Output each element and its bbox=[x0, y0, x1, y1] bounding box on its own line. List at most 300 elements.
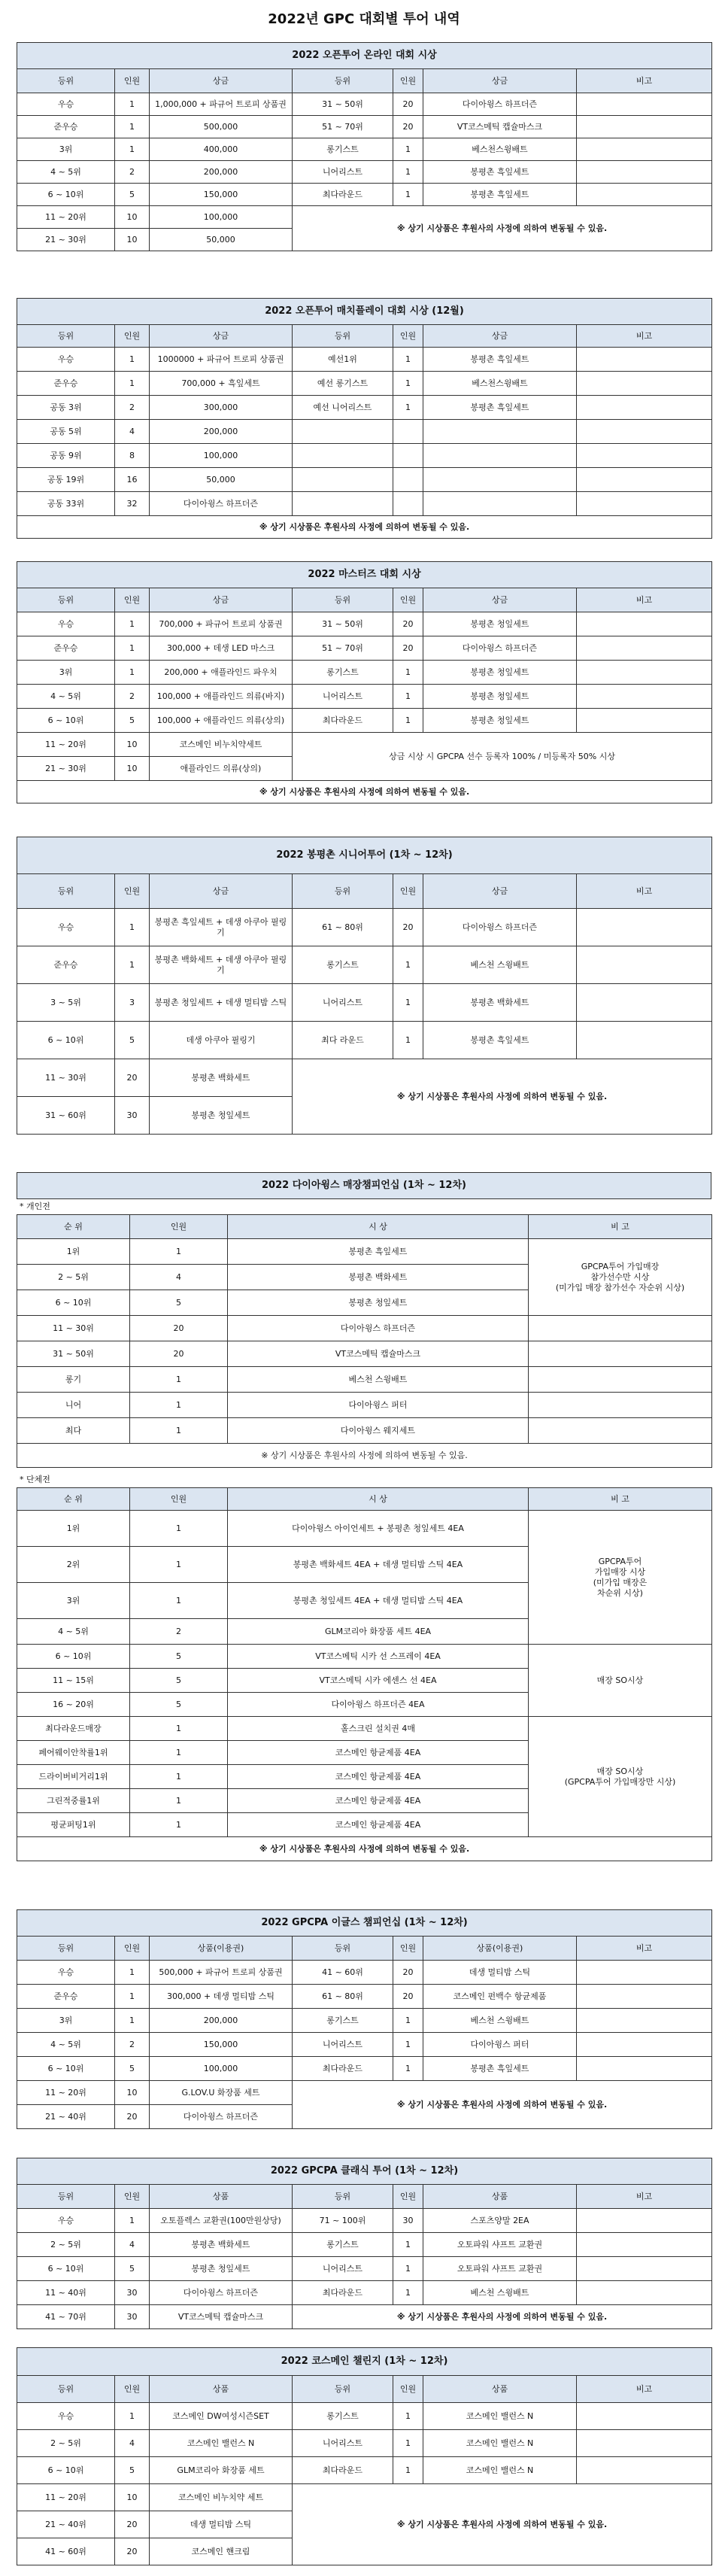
cell: 봉평촌 흑잎세트 bbox=[423, 396, 577, 420]
header-rank: 등위 bbox=[293, 2185, 393, 2209]
cell: 300,000 bbox=[150, 396, 293, 420]
cell: 다이아윙스 하프더즌 bbox=[423, 93, 577, 116]
cell: 봉평촌 백화세트 bbox=[150, 2233, 293, 2257]
cell: 20 bbox=[393, 1961, 423, 1985]
cell: 니어리스트 bbox=[293, 161, 393, 184]
cell: 봉평촌 백화세트 bbox=[150, 1059, 293, 1097]
cell: 홀스크린 설치권 4매 bbox=[228, 1717, 529, 1741]
cell: 21 ~ 30위 bbox=[17, 757, 115, 781]
cell: 1 bbox=[393, 709, 423, 733]
cell: 5 bbox=[115, 2257, 150, 2281]
cell bbox=[293, 492, 393, 516]
header-count: 인원 bbox=[393, 874, 423, 909]
header-prize: 상금 bbox=[423, 69, 577, 93]
cell: 1 bbox=[393, 2281, 423, 2305]
table-row bbox=[17, 909, 712, 946]
header-award: 시 상 bbox=[228, 1488, 529, 1511]
cell: 20 bbox=[130, 1316, 228, 1341]
cell: 우승 bbox=[17, 612, 115, 636]
cell: 1 bbox=[393, 946, 423, 984]
cell: 롱기스트 bbox=[293, 2403, 393, 2430]
cell: 1 bbox=[115, 116, 150, 138]
cell: 20 bbox=[130, 1341, 228, 1367]
cell: 오토파워 샤프트 교환권 bbox=[423, 2233, 577, 2257]
table-row bbox=[17, 138, 712, 161]
prize-table bbox=[17, 561, 712, 803]
table-row bbox=[17, 1022, 712, 1059]
cell: 니어리스트 bbox=[293, 2430, 393, 2457]
cell: 11 ~ 20위 bbox=[17, 2081, 115, 2105]
header-count: 인원 bbox=[115, 325, 150, 348]
table-row bbox=[17, 733, 712, 757]
cell: 20 bbox=[115, 2538, 150, 2565]
remark-cell bbox=[529, 1239, 712, 1316]
cell: 11 ~ 20위 bbox=[17, 2484, 115, 2511]
header-rank: 등위 bbox=[293, 69, 393, 93]
cell: 11 ~ 40위 bbox=[17, 2281, 115, 2305]
cell: 2 bbox=[115, 685, 150, 709]
table-row bbox=[17, 661, 712, 685]
cell bbox=[577, 2233, 712, 2257]
remark-cell: 매장 SO시상 bbox=[529, 1645, 712, 1717]
cell: 오토파워 샤프트 교환권 bbox=[423, 2257, 577, 2281]
cell: 4 ~ 5위 bbox=[17, 2033, 115, 2057]
cell: 1 bbox=[130, 1717, 228, 1741]
cell: 봉평촌 청잎세트 bbox=[228, 1290, 529, 1316]
cell bbox=[293, 420, 393, 444]
header-rank: 등위 bbox=[293, 874, 393, 909]
cell bbox=[577, 2281, 712, 2305]
cell: 11 ~ 20위 bbox=[17, 206, 115, 229]
cell: 2 bbox=[115, 161, 150, 184]
cell: 봉평촌 백화세트 4EA + 데생 멀티밤 스틱 4EA bbox=[228, 1547, 529, 1583]
cell: 1 bbox=[393, 161, 423, 184]
cell: 300,000 + 데생 멀티밤 스틱 bbox=[150, 1985, 293, 2009]
header-remark: 비고 bbox=[577, 2376, 712, 2403]
notice-text: ※ 상기 시상품은 후원사의 사정에 의하여 변동될 수 있음. bbox=[17, 1837, 712, 1861]
table-row bbox=[17, 184, 712, 206]
cell bbox=[423, 444, 577, 468]
table-row bbox=[17, 1367, 712, 1393]
cell: 6 ~ 10위 bbox=[17, 2457, 115, 2484]
cell: 11 ~ 30위 bbox=[17, 1316, 130, 1341]
table-row bbox=[17, 420, 712, 444]
cell: 코스메인 비누치약세트 bbox=[150, 733, 293, 757]
cell: 봉평촌 흑잎세트 + 데생 아쿠아 필링기 bbox=[150, 909, 293, 946]
cell bbox=[577, 2009, 712, 2033]
header-remark: 비고 bbox=[577, 325, 712, 348]
section-title: 2022 마스터즈 대회 시상 bbox=[17, 562, 712, 588]
cell: 100,000 bbox=[150, 444, 293, 468]
cell: 니어리스트 bbox=[293, 2033, 393, 2057]
table-row bbox=[17, 1961, 712, 1985]
cell: 10 bbox=[115, 733, 150, 757]
header-count: 인원 bbox=[393, 325, 423, 348]
cell: 4 ~ 5위 bbox=[17, 1619, 130, 1645]
section-senior-tour bbox=[17, 837, 711, 1135]
cell: 6 ~ 10위 bbox=[17, 2057, 115, 2081]
cell: 코스메인 항균제품 4EA bbox=[228, 1765, 529, 1789]
cell bbox=[577, 685, 712, 709]
cell: 1 bbox=[130, 1547, 228, 1583]
cell: 4 ~ 5위 bbox=[17, 161, 115, 184]
cell: 1 bbox=[115, 661, 150, 685]
cell: 150,000 bbox=[150, 2033, 293, 2057]
cell: 20 bbox=[393, 636, 423, 661]
cell bbox=[423, 420, 577, 444]
cell: 200,000 bbox=[150, 2009, 293, 2033]
cell: 드라이버비거리1위 bbox=[17, 1765, 130, 1789]
cell: 1 bbox=[115, 1961, 150, 1985]
remark-line: 가입매장 시상 bbox=[594, 1566, 646, 1577]
notice-text: ※ 상기 시상품은 후원사의 사정에 의하여 변동될 수 있음. bbox=[293, 2305, 712, 2329]
cell: VT코스메틱 시카 선 스프레이 4EA bbox=[228, 1645, 529, 1669]
cell: 그린적중률1위 bbox=[17, 1789, 130, 1813]
header-count: 인원 bbox=[115, 1937, 150, 1961]
cell: 코스메인 핸크림 bbox=[150, 2538, 293, 2565]
cell bbox=[577, 2033, 712, 2057]
notice-text: ※ 상기 시상품은 후원사의 사정에 의하여 변동될 수 있음. bbox=[293, 2081, 712, 2129]
section-classic-tour bbox=[17, 2158, 711, 2329]
prize-table bbox=[17, 298, 712, 539]
table-row bbox=[17, 372, 712, 396]
cell: 최다라운드 bbox=[293, 709, 393, 733]
table-row bbox=[17, 1239, 712, 1265]
individual-label: * 개인전 bbox=[20, 1201, 50, 1211]
header-count: 인원 bbox=[115, 588, 150, 612]
cell: 데생 멀티밤 스틱 bbox=[150, 2511, 293, 2538]
cell: 200,000 bbox=[150, 420, 293, 444]
header-count: 인원 bbox=[393, 2185, 423, 2209]
cell: 100,000 + 애플라인드 의류(상의) bbox=[150, 709, 293, 733]
header-remark: 비고 bbox=[577, 874, 712, 909]
cell: 봉평촌 청잎세트 4EA + 데생 멀티밤 스틱 4EA bbox=[228, 1583, 529, 1619]
cell: 4 bbox=[115, 2233, 150, 2257]
header-remark: 비고 bbox=[577, 2185, 712, 2209]
cell: 코스메인 비누치약 세트 bbox=[150, 2484, 293, 2511]
cell: 1 bbox=[115, 93, 150, 116]
cell: 1위 bbox=[17, 1239, 130, 1265]
cell: 500,000 + 파규어 트로피 상품권 bbox=[150, 1961, 293, 1985]
cell bbox=[577, 1961, 712, 1985]
cell bbox=[577, 492, 712, 516]
cell: 봉평촌 흑잎세트 bbox=[423, 2057, 577, 2081]
header-count: 인원 bbox=[393, 1937, 423, 1961]
cell: 다이아윙스 하프더즌 bbox=[150, 2105, 293, 2129]
cell bbox=[529, 1341, 712, 1367]
cell: 100,000 bbox=[150, 206, 293, 229]
cell: 다이아윙스 하프더즌 bbox=[423, 909, 577, 946]
cell: 우승 bbox=[17, 93, 115, 116]
cell: 베스천 스윙배트 bbox=[423, 2281, 577, 2305]
cell: 10 bbox=[115, 757, 150, 781]
cell: VT코스메틱 캡슐마스크 bbox=[150, 2305, 293, 2329]
cell: 1 bbox=[393, 2457, 423, 2484]
cell: 6 ~ 10위 bbox=[17, 709, 115, 733]
cell: 롱기스트 bbox=[293, 2009, 393, 2033]
cell: 61 ~ 80위 bbox=[293, 1985, 393, 2009]
cell: 1 bbox=[115, 909, 150, 946]
cell: 데생 아쿠아 필링기 bbox=[150, 1022, 293, 1059]
cell: 41 ~ 70위 bbox=[17, 2305, 115, 2329]
cell: 1 bbox=[130, 1511, 228, 1547]
cell: 61 ~ 80위 bbox=[293, 909, 393, 946]
cell bbox=[577, 468, 712, 492]
cell: 우승 bbox=[17, 348, 115, 372]
cell: 1 bbox=[393, 984, 423, 1022]
cell: 베스천스윙배트 bbox=[423, 138, 577, 161]
cell: 공동 5위 bbox=[17, 420, 115, 444]
section-open-tour-online bbox=[17, 42, 711, 251]
cell: 6 ~ 10위 bbox=[17, 184, 115, 206]
cell: 30 bbox=[115, 1097, 150, 1135]
table-row bbox=[17, 1418, 712, 1444]
cell: 다이아윙스 퍼터 bbox=[228, 1393, 529, 1418]
cell: 준우승 bbox=[17, 1985, 115, 2009]
cell: 20 bbox=[115, 2105, 150, 2129]
cell: 1 bbox=[115, 138, 150, 161]
cell: 11 ~ 20위 bbox=[17, 733, 115, 757]
cell: 코스메인 밸런스 N bbox=[423, 2457, 577, 2484]
cell: 10 bbox=[115, 229, 150, 251]
cell: 32 bbox=[115, 492, 150, 516]
cell: 10 bbox=[115, 2081, 150, 2105]
cell: 200,000 bbox=[150, 161, 293, 184]
cell: 다이아윙스 아이언세트 + 봉평촌 청잎세트 4EA bbox=[228, 1511, 529, 1547]
cell: 5 bbox=[115, 2457, 150, 2484]
table-row bbox=[17, 946, 712, 984]
header-prize: 상품(이용권) bbox=[150, 1937, 293, 1961]
cell bbox=[393, 492, 423, 516]
cell bbox=[577, 2057, 712, 2081]
table-row bbox=[17, 1511, 712, 1547]
table-row bbox=[17, 685, 712, 709]
cell: 51 ~ 70위 bbox=[293, 636, 393, 661]
cell bbox=[577, 2257, 712, 2281]
cell: 1,000,000 + 파규어 트로피 상품권 bbox=[150, 93, 293, 116]
notice-text: ※ 상기 시상품은 후원사의 사정에 의하여 변동될 수 있음. bbox=[293, 2484, 712, 2565]
cell: 다이아윙스 하프더즌 bbox=[228, 1316, 529, 1341]
team-label: * 단체전 bbox=[20, 1475, 50, 1484]
header-rank: 순 위 bbox=[17, 1488, 130, 1511]
cell: 1 bbox=[130, 1813, 228, 1837]
cell: 11 ~ 30위 bbox=[17, 1059, 115, 1097]
cell: 롱기스트 bbox=[293, 2233, 393, 2257]
cell: 코스메인 밸런스 N bbox=[423, 2403, 577, 2430]
table-row bbox=[17, 1393, 712, 1418]
table-row bbox=[17, 93, 712, 116]
cell: 1 bbox=[393, 2033, 423, 2057]
cell: 베스천 스윙배트 bbox=[423, 2009, 577, 2033]
header-prize: 상금 bbox=[150, 325, 293, 348]
cell bbox=[393, 420, 423, 444]
cell: 페어웨이안착률1위 bbox=[17, 1741, 130, 1765]
notice-text: ※ 상기 시상품은 후원사의 사정에 의하여 변동될 수 있음. bbox=[17, 781, 712, 803]
cell: 5 bbox=[115, 1022, 150, 1059]
cell: 31 ~ 60위 bbox=[17, 1097, 115, 1135]
cell: 봉평촌 흑잎세트 bbox=[228, 1239, 529, 1265]
cell: 준우승 bbox=[17, 636, 115, 661]
cell: 1 bbox=[115, 946, 150, 984]
cell: 코스메인 DW여성시즌SET bbox=[150, 2403, 293, 2430]
cell: 롱기스트 bbox=[293, 138, 393, 161]
cell: 2 ~ 5위 bbox=[17, 2430, 115, 2457]
prize-table bbox=[17, 837, 712, 1135]
cell: 1 bbox=[130, 1741, 228, 1765]
cell: 2 ~ 5위 bbox=[17, 1265, 130, 1290]
cell: 2위 bbox=[17, 1547, 130, 1583]
notice-text: ※ 상기 시상품은 후원사의 사정에 의하여 변동될 수 있음. bbox=[17, 516, 712, 539]
cell bbox=[577, 1022, 712, 1059]
cell: 최다 라운드 bbox=[293, 1022, 393, 1059]
cell: 예선 니어리스트 bbox=[293, 396, 393, 420]
cell: 최다라운드 bbox=[293, 2057, 393, 2081]
cell: VT코스메틱 캡슐마스크 bbox=[423, 116, 577, 138]
cell: 1 bbox=[130, 1239, 228, 1265]
cell: 500,000 bbox=[150, 116, 293, 138]
cell: 공동 33위 bbox=[17, 492, 115, 516]
cell: 예선 롱기스트 bbox=[293, 372, 393, 396]
cell: 3위 bbox=[17, 661, 115, 685]
notice-text: ※ 상기 시상품은 후원사의 사정에 의하여 변동될 수 있음. bbox=[17, 1444, 712, 1468]
header-prize: 상품(이용권) bbox=[423, 1937, 577, 1961]
section-title: 2022 오픈투어 매치플레이 대회 시상 (12월) bbox=[17, 299, 712, 325]
cell bbox=[293, 444, 393, 468]
header-prize: 상금 bbox=[423, 874, 577, 909]
remark-line: (GPCPA투어 가입매장만 시상) bbox=[564, 1776, 676, 1787]
header-rank: 등위 bbox=[17, 69, 115, 93]
cell: 21 ~ 40위 bbox=[17, 2511, 115, 2538]
table-row bbox=[17, 1316, 712, 1341]
remark-line: 매장 SO시상 bbox=[596, 1766, 644, 1776]
cell bbox=[529, 1316, 712, 1341]
section-title: 2022 오픈투어 온라인 대회 시상 bbox=[17, 43, 712, 69]
cell: 1 bbox=[393, 396, 423, 420]
table-row bbox=[17, 2403, 712, 2430]
header-prize: 상금 bbox=[150, 69, 293, 93]
header-prize: 상품 bbox=[150, 2376, 293, 2403]
cell: 1 bbox=[393, 661, 423, 685]
cell: 베스천스윙배트 bbox=[423, 372, 577, 396]
cell: 1 bbox=[115, 2403, 150, 2430]
cell bbox=[577, 2430, 712, 2457]
cell bbox=[393, 468, 423, 492]
cell: 데생 멀티밤 스틱 bbox=[423, 1961, 577, 1985]
cell: 베스천 스윙배트 bbox=[228, 1367, 529, 1393]
header-prize: 상금 bbox=[423, 588, 577, 612]
section-open-tour-matchplay bbox=[17, 298, 711, 539]
cell: 4 bbox=[130, 1265, 228, 1290]
table-row bbox=[17, 1341, 712, 1367]
cell: 1000000 + 파규어 트로피 상품권 bbox=[150, 348, 293, 372]
remark-line: (미가입 매장은 bbox=[593, 1577, 648, 1587]
cell: 20 bbox=[115, 2511, 150, 2538]
cell: 400,000 bbox=[150, 138, 293, 161]
cell: 200,000 + 애플라인드 파우치 bbox=[150, 661, 293, 685]
cell: 1 bbox=[115, 1985, 150, 2009]
cell bbox=[577, 612, 712, 636]
cell: 코스메인 펀백수 항균제품 bbox=[423, 1985, 577, 2009]
cell: 니어 bbox=[17, 1393, 130, 1418]
cell bbox=[529, 1418, 712, 1444]
section-masters bbox=[17, 561, 711, 803]
notice-text: ※ 상기 시상품은 후원사의 사정에 의하여 변동될 수 있음. bbox=[293, 1059, 712, 1135]
cell: 봉평촌 청잎세트 bbox=[423, 685, 577, 709]
cell bbox=[577, 661, 712, 685]
cell: 공동 3위 bbox=[17, 396, 115, 420]
cell: 봉평촌 청잎세트 bbox=[423, 612, 577, 636]
cell: 코스메인 항균제품 4EA bbox=[228, 1789, 529, 1813]
header-remark: 비 고 bbox=[529, 1488, 712, 1511]
cell bbox=[577, 946, 712, 984]
section-title: 2022 GPCPA 이글스 챔피언십 (1차 ~ 12차) bbox=[17, 1910, 712, 1937]
table-row bbox=[17, 984, 712, 1022]
cell: 봉평촌 백화세트 bbox=[228, 1265, 529, 1290]
section-eagles-championship bbox=[17, 1909, 711, 2129]
cell: 봉평촌 흑잎세트 bbox=[423, 184, 577, 206]
header-count: 인원 bbox=[115, 2376, 150, 2403]
cell bbox=[577, 93, 712, 116]
remark-cell bbox=[529, 1511, 712, 1645]
header-prize: 상금 bbox=[150, 874, 293, 909]
cell: 1 bbox=[130, 1393, 228, 1418]
cell: 30 bbox=[115, 2281, 150, 2305]
cell: 1 bbox=[393, 2057, 423, 2081]
cell: 2 ~ 5위 bbox=[17, 2233, 115, 2257]
cell: 10 bbox=[115, 206, 150, 229]
cell: 코스메인 밸런스 N bbox=[150, 2430, 293, 2457]
cell: 코스메인 밸런스 N bbox=[423, 2430, 577, 2457]
header-rank: 등위 bbox=[17, 588, 115, 612]
remark-line: 차순위 시상) bbox=[597, 1587, 643, 1598]
table-row bbox=[17, 2209, 712, 2233]
cell: 우승 bbox=[17, 2403, 115, 2430]
cell: 1 bbox=[393, 685, 423, 709]
cell bbox=[577, 116, 712, 138]
cell: 코스메인 항균제품 4EA bbox=[228, 1741, 529, 1765]
table-row bbox=[17, 2081, 712, 2105]
remark-line: (미가입 매장 참가선수 자순위 시상) bbox=[555, 1282, 685, 1293]
cell: 5 bbox=[115, 2057, 150, 2081]
cell bbox=[423, 468, 577, 492]
cell bbox=[393, 444, 423, 468]
prize-condition-text: 상금 시상 시 GPCPA 선수 등록자 100% / 미등록자 50% 시상 bbox=[293, 733, 712, 781]
cell: 2 bbox=[115, 2033, 150, 2057]
table-row bbox=[17, 2430, 712, 2457]
cell: 니어리스트 bbox=[293, 2257, 393, 2281]
cell bbox=[529, 1393, 712, 1418]
cell: 다이아윙스 웨지세트 bbox=[228, 1418, 529, 1444]
cell: 최다라운드매장 bbox=[17, 1717, 130, 1741]
cell bbox=[529, 1367, 712, 1393]
cell: 6 ~ 10위 bbox=[17, 1645, 130, 1669]
cell: 20 bbox=[393, 1985, 423, 2009]
table-row bbox=[17, 1645, 712, 1669]
header-remark: 비 고 bbox=[529, 1215, 712, 1239]
header-prize: 상금 bbox=[423, 325, 577, 348]
cell: 6 ~ 10위 bbox=[17, 1022, 115, 1059]
cell: 31 ~ 50위 bbox=[293, 612, 393, 636]
header-rank: 등위 bbox=[17, 325, 115, 348]
table-row bbox=[17, 709, 712, 733]
cell: 16 ~ 20위 bbox=[17, 1693, 130, 1717]
header-remark: 비고 bbox=[577, 1937, 712, 1961]
cell: GLM코리아 화장품 세트 bbox=[150, 2457, 293, 2484]
cell: 니어리스트 bbox=[293, 984, 393, 1022]
header-rank: 등위 bbox=[17, 874, 115, 909]
cell: 21 ~ 40위 bbox=[17, 2105, 115, 2129]
table-row bbox=[17, 468, 712, 492]
